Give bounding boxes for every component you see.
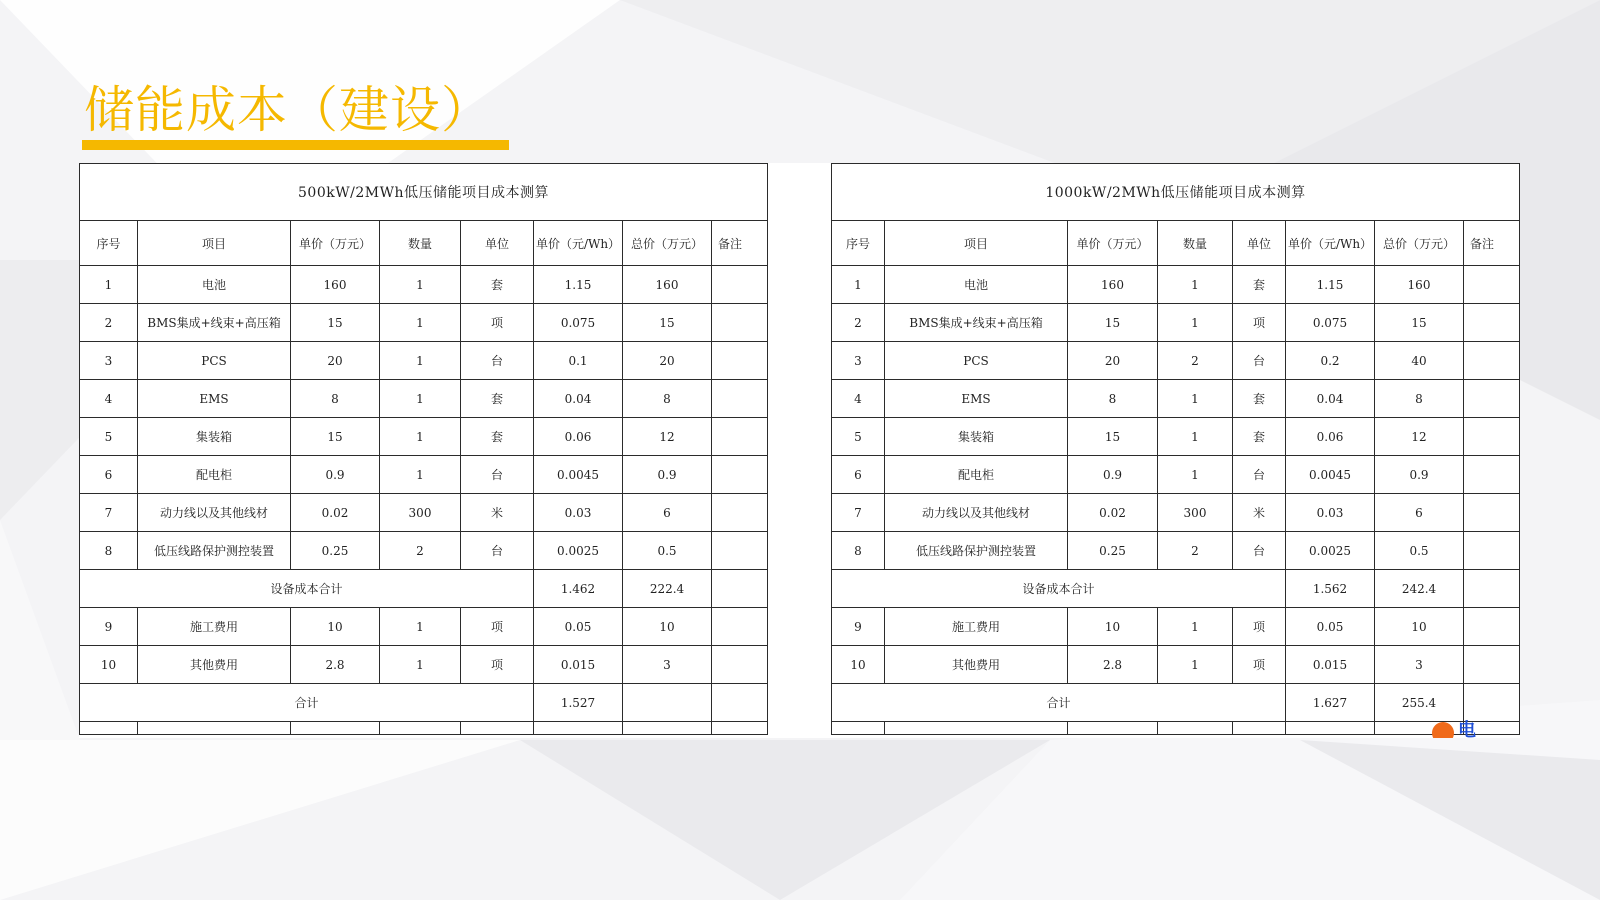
total-price: 0.9	[623, 456, 712, 494]
quantity: 1	[380, 608, 461, 646]
unit-price: 0.9	[291, 456, 380, 494]
unit-price: 0.02	[291, 494, 380, 532]
column-header: 单价（元/Wh）	[1286, 221, 1375, 266]
unit-price: 160	[1068, 266, 1158, 304]
row-number: 2	[832, 304, 885, 342]
remark	[1464, 456, 1520, 494]
row-number: 5	[832, 418, 885, 456]
summary-label: 设备成本合计	[80, 570, 534, 608]
remark	[1464, 418, 1520, 456]
unit-price: 15	[291, 304, 380, 342]
item-name: PCS	[885, 342, 1068, 380]
unit: 米	[1233, 494, 1286, 532]
spreadsheet-screenshot	[79, 163, 1520, 738]
price-per-wh: 1.15	[534, 266, 623, 304]
unit-price: 0.02	[1068, 494, 1158, 532]
total-price: 0.5	[1375, 532, 1464, 570]
unit-price: 0.9	[1068, 456, 1158, 494]
grand-total-row	[832, 684, 1520, 722]
unit-price: 20	[1068, 342, 1158, 380]
summary-price-per-wh: 1.527	[534, 684, 623, 722]
item-name: 低压线路保护测控装置	[885, 532, 1068, 570]
unit-price: 8	[1068, 380, 1158, 418]
slide-title: 储能成本（建设）	[84, 81, 492, 139]
remark	[1464, 342, 1520, 380]
total-price: 15	[623, 304, 712, 342]
unit-price: 15	[1068, 418, 1158, 456]
quantity: 1	[380, 304, 461, 342]
total-price: 8	[1375, 380, 1464, 418]
column-header: 单位	[1233, 221, 1286, 266]
price-per-wh: 1.15	[1286, 266, 1375, 304]
remark	[712, 494, 768, 532]
price-per-wh: 0.015	[534, 646, 623, 684]
price-per-wh: 0.04	[534, 380, 623, 418]
unit: 项	[1233, 304, 1286, 342]
table-header-row	[832, 221, 1520, 266]
table-title-row	[80, 164, 768, 221]
column-header: 单价（万元）	[1068, 221, 1158, 266]
remark	[1464, 494, 1520, 532]
empty-cell	[380, 722, 461, 735]
empty-cell	[1233, 722, 1286, 735]
item-name: PCS	[138, 342, 291, 380]
remark	[712, 532, 768, 570]
unit: 台	[461, 456, 534, 494]
unit: 套	[1233, 380, 1286, 418]
table-row	[832, 456, 1520, 494]
empty-cell	[138, 722, 291, 735]
row-number: 8	[832, 532, 885, 570]
column-header: 总价（万元）	[623, 221, 712, 266]
column-header: 数量	[1158, 221, 1233, 266]
equipment-subtotal-row	[80, 570, 768, 608]
table-row	[80, 608, 768, 646]
total-price: 0.9	[1375, 456, 1464, 494]
unit-price: 2.8	[291, 646, 380, 684]
table-row	[832, 266, 1520, 304]
item-name: 低压线路保护测控装置	[138, 532, 291, 570]
summary-label: 合计	[80, 684, 534, 722]
column-header: 项目	[138, 221, 291, 266]
total-price: 8	[623, 380, 712, 418]
remark	[712, 266, 768, 304]
empty-cell	[291, 722, 380, 735]
row-number: 7	[832, 494, 885, 532]
remark	[712, 608, 768, 646]
total-price: 10	[1375, 608, 1464, 646]
row-number: 8	[80, 532, 138, 570]
equipment-subtotal-row	[832, 570, 1520, 608]
price-per-wh: 0.075	[534, 304, 623, 342]
row-number: 3	[80, 342, 138, 380]
remark	[1464, 532, 1520, 570]
summary-remark	[712, 570, 768, 608]
unit: 台	[1233, 342, 1286, 380]
remark	[1464, 608, 1520, 646]
quantity: 1	[1158, 608, 1233, 646]
unit: 套	[461, 266, 534, 304]
row-number: 10	[80, 646, 138, 684]
table-row	[80, 380, 768, 418]
item-name: 配电柜	[885, 456, 1068, 494]
column-header: 项目	[885, 221, 1068, 266]
quantity: 1	[1158, 418, 1233, 456]
table-row	[80, 418, 768, 456]
row-number: 9	[832, 608, 885, 646]
grand-total-row	[80, 684, 768, 722]
quantity: 1	[1158, 646, 1233, 684]
unit: 套	[461, 380, 534, 418]
item-name: 动力线以及其他线材	[138, 494, 291, 532]
row-number: 3	[832, 342, 885, 380]
unit: 台	[1233, 456, 1286, 494]
table-title: 1000kW/2MWh低压储能项目成本测算	[832, 164, 1520, 221]
row-number: 1	[832, 266, 885, 304]
total-price: 6	[623, 494, 712, 532]
table-row	[80, 646, 768, 684]
total-price: 20	[623, 342, 712, 380]
item-name: BMS集成+线束+高压箱	[138, 304, 291, 342]
row-number: 1	[80, 266, 138, 304]
table-row	[832, 342, 1520, 380]
summary-label: 设备成本合计	[832, 570, 1286, 608]
price-per-wh: 0.0045	[1286, 456, 1375, 494]
unit-price: 0.25	[291, 532, 380, 570]
unit-price: 0.25	[1068, 532, 1158, 570]
price-per-wh: 0.04	[1286, 380, 1375, 418]
unit-price: 2.8	[1068, 646, 1158, 684]
total-price: 6	[1375, 494, 1464, 532]
quantity: 300	[380, 494, 461, 532]
quantity: 1	[1158, 380, 1233, 418]
remark	[1464, 266, 1520, 304]
quantity: 1	[380, 456, 461, 494]
empty-cell	[461, 722, 534, 735]
unit-price: 160	[291, 266, 380, 304]
summary-price-per-wh: 1.462	[534, 570, 623, 608]
price-per-wh: 0.06	[1286, 418, 1375, 456]
summary-total	[623, 684, 712, 722]
item-name: 电池	[885, 266, 1068, 304]
remark	[712, 646, 768, 684]
table-row-cutoff	[832, 722, 1520, 735]
table-row	[80, 304, 768, 342]
column-header: 备注	[1464, 221, 1520, 266]
column-header: 序号	[80, 221, 138, 266]
unit: 项	[461, 646, 534, 684]
item-name: 其他费用	[138, 646, 291, 684]
table-row	[832, 646, 1520, 684]
empty-cell	[1158, 722, 1233, 735]
unit: 台	[1233, 532, 1286, 570]
price-per-wh: 0.1	[534, 342, 623, 380]
unit-price: 10	[291, 608, 380, 646]
remark	[1464, 380, 1520, 418]
total-price: 3	[623, 646, 712, 684]
summary-remark	[712, 684, 768, 722]
unit-price: 15	[291, 418, 380, 456]
item-name: 配电柜	[138, 456, 291, 494]
price-per-wh: 0.05	[534, 608, 623, 646]
table-title: 500kW/2MWh低压储能项目成本测算	[80, 164, 768, 221]
table-row	[832, 532, 1520, 570]
table-row	[832, 380, 1520, 418]
column-header: 单位	[461, 221, 534, 266]
total-price: 3	[1375, 646, 1464, 684]
item-name: EMS	[138, 380, 291, 418]
summary-total: 255.4	[1375, 684, 1464, 722]
total-price: 160	[1375, 266, 1464, 304]
price-per-wh: 0.0045	[534, 456, 623, 494]
item-name: 电池	[138, 266, 291, 304]
table-row	[832, 608, 1520, 646]
total-price: 10	[623, 608, 712, 646]
price-per-wh: 0.06	[534, 418, 623, 456]
column-header: 数量	[380, 221, 461, 266]
row-number: 5	[80, 418, 138, 456]
table-row	[832, 418, 1520, 456]
remark	[712, 418, 768, 456]
item-name: 集装箱	[885, 418, 1068, 456]
summary-price-per-wh: 1.562	[1286, 570, 1375, 608]
total-price: 12	[623, 418, 712, 456]
logo-text: 电	[1458, 720, 1476, 738]
row-number: 7	[80, 494, 138, 532]
unit: 台	[461, 342, 534, 380]
total-price: 15	[1375, 304, 1464, 342]
remark	[712, 456, 768, 494]
brand-logo	[1430, 720, 1520, 738]
remark	[712, 380, 768, 418]
empty-cell	[712, 722, 768, 735]
table-row	[80, 456, 768, 494]
quantity: 2	[1158, 342, 1233, 380]
empty-cell	[1286, 722, 1375, 735]
table-row	[80, 342, 768, 380]
summary-price-per-wh: 1.627	[1286, 684, 1375, 722]
unit-price: 20	[291, 342, 380, 380]
empty-cell	[885, 722, 1068, 735]
unit: 项	[1233, 646, 1286, 684]
remark	[1464, 304, 1520, 342]
unit: 套	[461, 418, 534, 456]
remark	[1464, 646, 1520, 684]
summary-total: 222.4	[623, 570, 712, 608]
logo-icon	[1432, 722, 1454, 738]
column-header: 单价（元/Wh）	[534, 221, 623, 266]
unit: 米	[461, 494, 534, 532]
summary-total: 242.4	[1375, 570, 1464, 608]
price-per-wh: 0.075	[1286, 304, 1375, 342]
cost-table-500kw	[79, 163, 768, 735]
quantity: 1	[380, 266, 461, 304]
quantity: 300	[1158, 494, 1233, 532]
empty-cell	[534, 722, 623, 735]
row-number: 6	[832, 456, 885, 494]
summary-label: 合计	[832, 684, 1286, 722]
quantity: 1	[380, 418, 461, 456]
table-header-row	[80, 221, 768, 266]
table-row-cutoff	[80, 722, 768, 735]
quantity: 1	[1158, 304, 1233, 342]
unit: 项	[461, 608, 534, 646]
quantity: 1	[380, 646, 461, 684]
price-per-wh: 0.03	[534, 494, 623, 532]
quantity: 1	[380, 342, 461, 380]
price-per-wh: 0.0025	[1286, 532, 1375, 570]
unit: 项	[1233, 608, 1286, 646]
item-name: 动力线以及其他线材	[885, 494, 1068, 532]
item-name: EMS	[885, 380, 1068, 418]
price-per-wh: 0.2	[1286, 342, 1375, 380]
quantity: 1	[1158, 456, 1233, 494]
remark	[712, 342, 768, 380]
table-row	[80, 532, 768, 570]
quantity: 2	[380, 532, 461, 570]
column-header: 单价（万元）	[291, 221, 380, 266]
remark	[712, 304, 768, 342]
row-number: 9	[80, 608, 138, 646]
unit: 套	[1233, 418, 1286, 456]
item-name: BMS集成+线束+高压箱	[885, 304, 1068, 342]
row-number: 6	[80, 456, 138, 494]
empty-cell	[623, 722, 712, 735]
column-header: 序号	[832, 221, 885, 266]
unit-price: 10	[1068, 608, 1158, 646]
table-row	[80, 266, 768, 304]
table-row	[80, 494, 768, 532]
column-header: 总价（万元）	[1375, 221, 1464, 266]
price-per-wh: 0.015	[1286, 646, 1375, 684]
total-price: 12	[1375, 418, 1464, 456]
column-header: 备注	[712, 221, 768, 266]
row-number: 4	[832, 380, 885, 418]
quantity: 2	[1158, 532, 1233, 570]
empty-cell	[832, 722, 885, 735]
table-row	[832, 304, 1520, 342]
unit: 项	[461, 304, 534, 342]
summary-remark	[1464, 684, 1520, 722]
total-price: 0.5	[623, 532, 712, 570]
unit-price: 8	[291, 380, 380, 418]
row-number: 10	[832, 646, 885, 684]
cost-table-1000kw	[831, 163, 1520, 735]
table-title-row	[832, 164, 1520, 221]
total-price: 160	[623, 266, 712, 304]
empty-cell	[1068, 722, 1158, 735]
unit: 台	[461, 532, 534, 570]
row-number: 2	[80, 304, 138, 342]
item-name: 其他费用	[885, 646, 1068, 684]
title-underline	[82, 140, 509, 150]
total-price: 40	[1375, 342, 1464, 380]
quantity: 1	[380, 380, 461, 418]
quantity: 1	[1158, 266, 1233, 304]
unit: 套	[1233, 266, 1286, 304]
table-row	[832, 494, 1520, 532]
item-name: 施工费用	[885, 608, 1068, 646]
unit-price: 15	[1068, 304, 1158, 342]
price-per-wh: 0.03	[1286, 494, 1375, 532]
price-per-wh: 0.0025	[534, 532, 623, 570]
price-per-wh: 0.05	[1286, 608, 1375, 646]
summary-remark	[1464, 570, 1520, 608]
item-name: 施工费用	[138, 608, 291, 646]
empty-cell	[80, 722, 138, 735]
item-name: 集装箱	[138, 418, 291, 456]
row-number: 4	[80, 380, 138, 418]
